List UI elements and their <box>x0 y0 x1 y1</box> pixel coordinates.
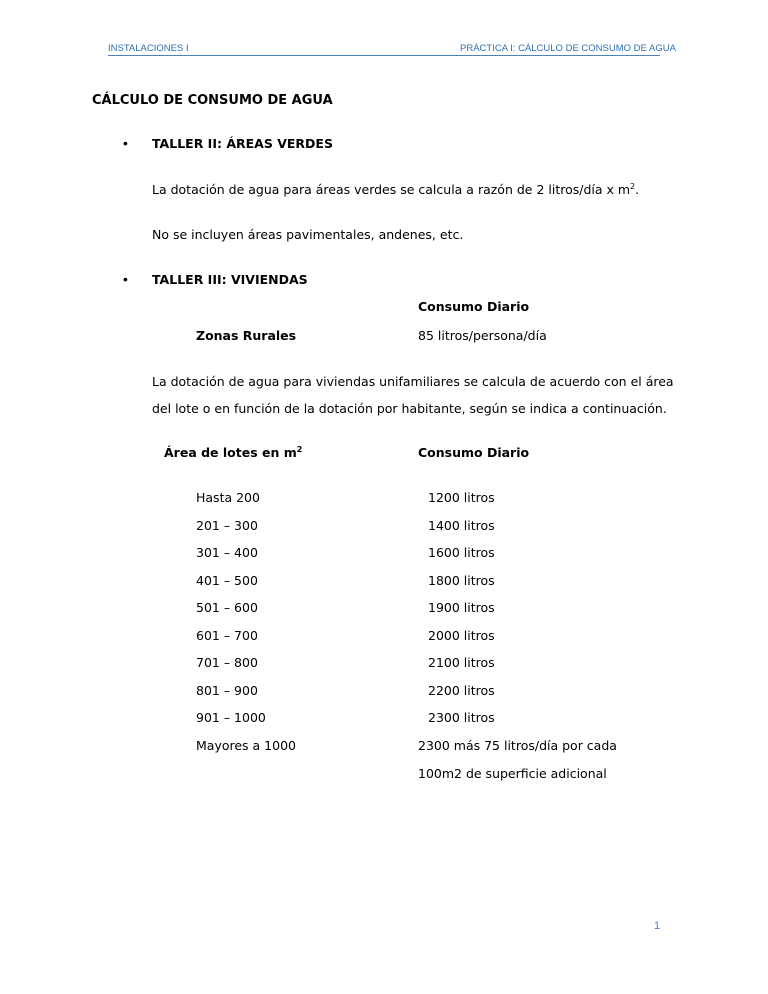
header-rule <box>108 55 660 56</box>
table-row <box>196 518 616 538</box>
page-title: CÁLCULO DE CONSUMO DE AGUA <box>92 93 333 108</box>
row-area: 201 – 300 <box>196 518 258 533</box>
row-area: 701 – 800 <box>196 655 258 670</box>
row-consumo: 2100 litros <box>428 655 495 670</box>
row-area: 901 – 1000 <box>196 710 266 725</box>
row-area: 401 – 500 <box>196 573 258 588</box>
row-consumo: 1800 litros <box>428 573 495 588</box>
row-area: 501 – 600 <box>196 600 258 615</box>
consumo-diario-header: Consumo Diario <box>418 299 530 314</box>
header-right: PRÁCTICA I: CÁLCULO DE CONSUMO DE AGUA <box>460 43 676 54</box>
last-row-area: Mayores a 1000 <box>196 738 296 753</box>
page-number: 1 <box>654 920 661 932</box>
row-consumo: 1400 litros <box>428 518 495 533</box>
row-consumo: 1200 litros <box>428 490 495 505</box>
bullet-taller2: • <box>123 135 128 151</box>
table-row <box>196 545 616 565</box>
taller2-p1-after: . <box>635 182 640 197</box>
bullet-taller3: • <box>123 271 128 287</box>
table-row <box>196 655 616 675</box>
row-consumo: 1900 litros <box>428 600 495 615</box>
row-consumo: 2200 litros <box>428 683 495 698</box>
table-row <box>196 490 616 510</box>
table-header-area-text: Área de lotes en m <box>164 445 297 460</box>
taller3-paragraph-line2: del lote o en función de la dotación por habitante, según se indica a continuación. <box>152 401 667 416</box>
table-row <box>196 600 616 620</box>
table-header-area-sup: 2 <box>296 444 303 454</box>
table-header-area <box>164 445 302 460</box>
row-area: 601 – 700 <box>196 628 258 643</box>
table-row <box>196 710 616 730</box>
taller2-heading: TALLER II: ÁREAS VERDES <box>152 136 333 151</box>
table-row <box>196 573 616 593</box>
zonas-rurales-label: Zonas Rurales <box>196 328 297 343</box>
zonas-rurales-value: 85 litros/persona/día <box>418 328 547 343</box>
row-area: Hasta 200 <box>196 490 260 505</box>
row-consumo: 2300 litros <box>428 710 495 725</box>
last-row-consumo-line2: 100m2 de superficie adicional <box>418 766 607 781</box>
row-area: 301 – 400 <box>196 545 258 560</box>
taller2-paragraph2: No se incluyen áreas pavimentales, andenes, etc. <box>152 227 464 242</box>
taller2-p1-sup: 2 <box>630 181 636 191</box>
row-consumo: 2000 litros <box>428 628 495 643</box>
taller3-paragraph-line1: La dotación de agua para viviendas unifamiliares se calcula de acuerdo con el área <box>152 374 674 389</box>
row-consumo: 1600 litros <box>428 545 495 560</box>
header-left: INSTALACIONES I <box>108 43 189 54</box>
last-row-consumo-line1: 2300 más 75 litros/día por cada <box>418 738 617 753</box>
taller3-heading: TALLER III: VIVIENDAS <box>152 272 308 287</box>
taller2-paragraph1 <box>152 182 639 197</box>
row-area: 801 – 900 <box>196 683 258 698</box>
taller2-p1-text: La dotación de agua para áreas verdes se calcula a razón de 2 litros/día x m <box>152 182 631 197</box>
table-row <box>196 683 616 703</box>
table-row <box>196 628 616 648</box>
table-header-consumo: Consumo Diario <box>418 445 530 460</box>
